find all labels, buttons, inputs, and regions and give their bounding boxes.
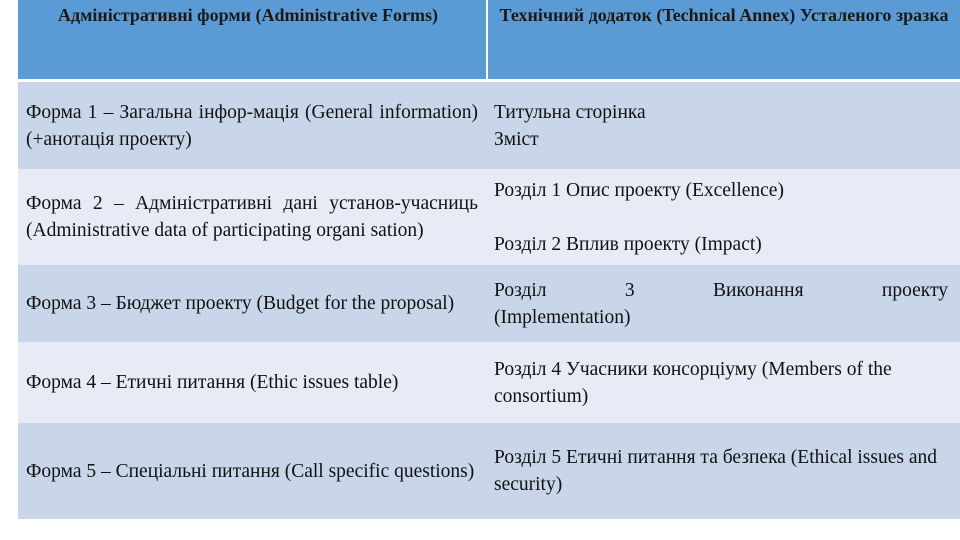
annex-word: Розділ [494, 279, 547, 301]
header-right-line: Усталеного зразка [799, 5, 949, 25]
annex-section-4-cell: Розділ 4 Учасники консорціуму (Members of the consortium) [488, 342, 960, 423]
form-5-cell: Форма 5 – Спеціальні питання (Call specific questions) [18, 423, 488, 519]
annex-word: проекту [881, 279, 948, 301]
annex-justified-line [494, 277, 948, 304]
annex-line: Зміст [494, 128, 539, 150]
annex-line: Розділ 1 Опис проекту (Excellence) [494, 179, 784, 201]
annex-word: Виконання [712, 279, 804, 301]
header-right-line: Технічний додаток [499, 5, 652, 25]
form-3-cell: Форма 3 – Бюджет проекту (Budget for the proposal) [18, 265, 488, 342]
annex-word: 3 [624, 279, 635, 301]
form-2-cell: Форма 2 – Адміністративні дані установ-учасниць (Administrative data of participating organi sation) [18, 169, 488, 265]
form-1-cell: Форма 1 – Загальна інфор-мація (General information) (+анотація проекту) [18, 82, 488, 169]
header-right-line: (Technical Annex) [656, 5, 796, 25]
header-admin-forms: Адміністративні форми (Administrative Forms) [18, 0, 488, 82]
annex-section-3-cell [488, 265, 960, 342]
annex-line: (Implementation) [494, 306, 631, 328]
forms-table [18, 0, 960, 519]
annex-title-cell [488, 82, 960, 169]
form-4-cell: Форма 4 – Етичні питання (Ethic issues table) [18, 342, 488, 423]
annex-section-5-cell: Розділ 5 Етичні питання та безпека (Ethical issues and security) [488, 423, 960, 519]
header-technical-annex [488, 0, 960, 82]
annex-line: Титульна сторінка [494, 101, 646, 123]
annex-line: Розділ 2 Вплив проекту (Impact) [494, 233, 762, 255]
annex-section-1-2-cell [488, 169, 960, 265]
